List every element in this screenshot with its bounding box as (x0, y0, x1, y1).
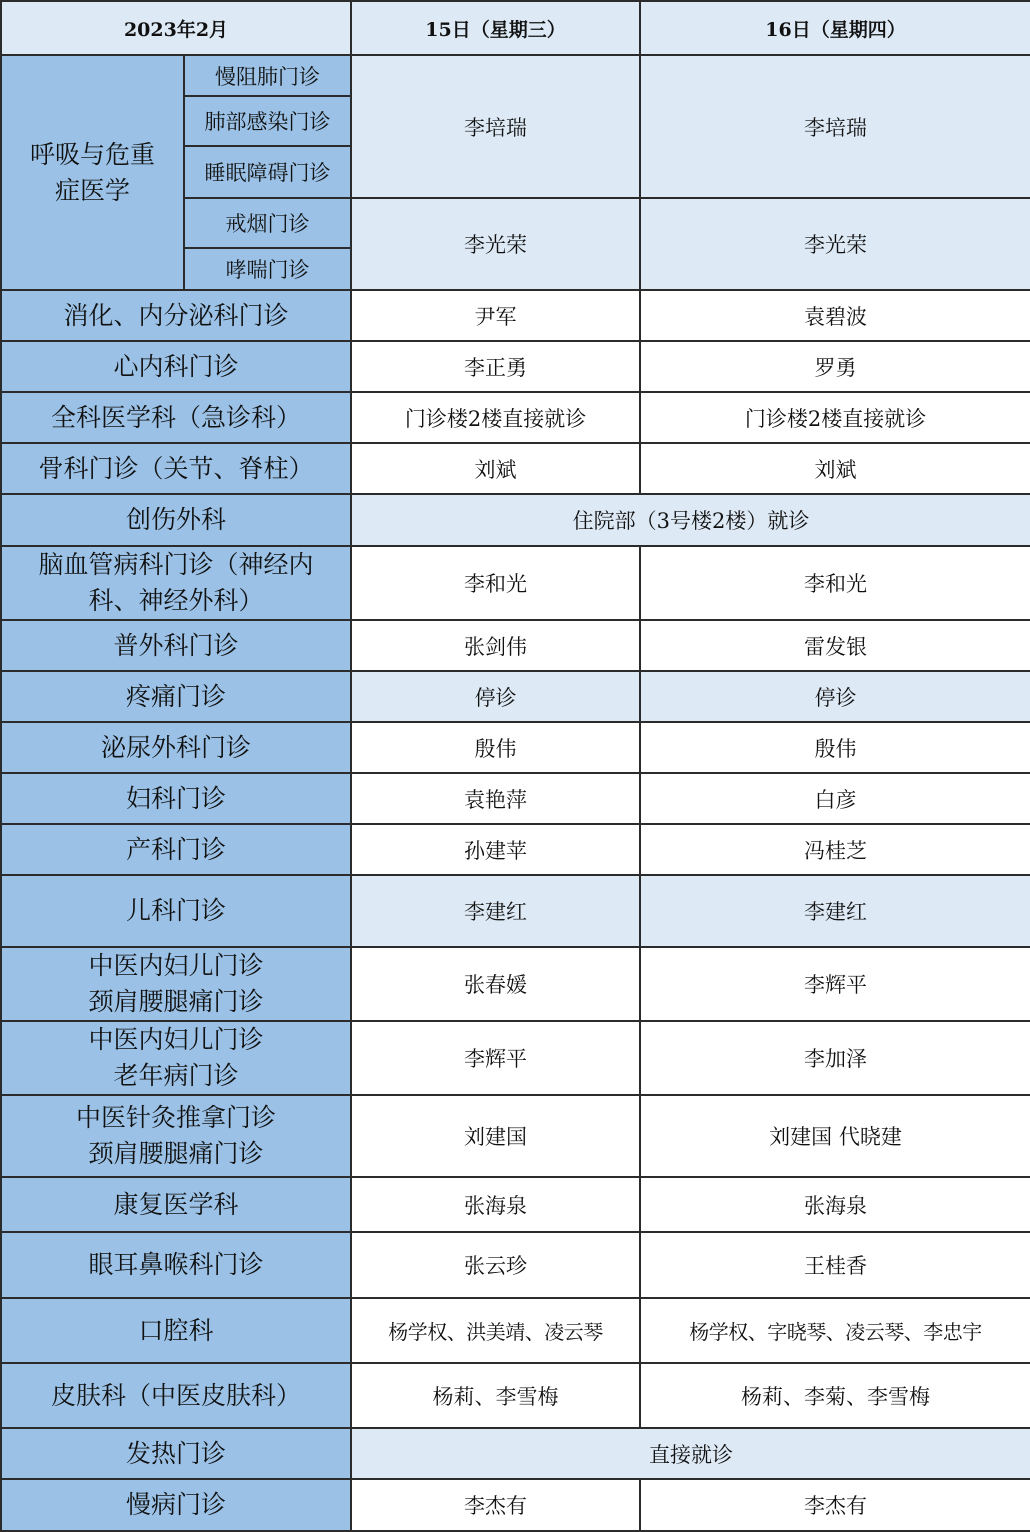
doctor-cell: 李和光 (351, 546, 640, 620)
table-row (1, 947, 1030, 1021)
doctor-cell: 李杰有 (351, 1479, 640, 1531)
month-header: 2023年2月 (1, 1, 351, 55)
table-row (1, 443, 1030, 494)
sub-clinic-sleep: 睡眠障碍门诊 (184, 146, 351, 198)
doctor-cell: 杨莉、李雪梅 (351, 1363, 640, 1428)
doctor-cell: 李辉平 (640, 947, 1030, 1021)
day-15-header: 15日（星期三） (351, 1, 640, 55)
table-row (1, 875, 1030, 947)
doctor-cell: 李辉平 (351, 1021, 640, 1095)
doctor-cell: 李建红 (351, 875, 640, 947)
table-row (1, 392, 1030, 443)
table-row (1, 620, 1030, 671)
doctor-cell: 殷伟 (351, 722, 640, 773)
dept-cell: 中医内妇儿门诊 颈肩腰腿痛门诊 (1, 947, 351, 1021)
dept-cell: 创伤外科 (1, 494, 351, 546)
doctor-cell: 张海泉 (640, 1177, 1030, 1232)
doctor-cell: 殷伟 (640, 722, 1030, 773)
doctor-cell: 杨莉、李菊、李雪梅 (640, 1363, 1030, 1428)
doctor-cell: 杨学权、洪美靖、凌云琴 (351, 1298, 640, 1363)
dept-cell: 产科门诊 (1, 824, 351, 875)
doctor-cell: 李正勇 (351, 341, 640, 392)
table-row (1, 546, 1030, 620)
doctor-cell: 门诊楼2楼直接就诊 (351, 392, 640, 443)
doctor-cell: 袁碧波 (640, 290, 1030, 341)
table-row (1, 722, 1030, 773)
table-row (1, 671, 1030, 722)
doctor-cell: 刘斌 (351, 443, 640, 494)
dept-respiratory: 呼吸与危重 症医学 (1, 55, 184, 290)
dept-cell: 骨科门诊（关节、脊柱） (1, 443, 351, 494)
sub-clinic-lung-infection: 肺部感染门诊 (184, 96, 351, 146)
dept-cell: 脑血管病科门诊（神经内 科、神经外科） (1, 546, 351, 620)
dept-cell: 妇科门诊 (1, 773, 351, 824)
table-row (1, 1479, 1030, 1531)
table-row (1, 824, 1030, 875)
dept-cell: 中医针灸推拿门诊 颈肩腰腿痛门诊 (1, 1095, 351, 1177)
dept-cell: 普外科门诊 (1, 620, 351, 671)
dept-cell: 发热门诊 (1, 1428, 351, 1479)
doctor-cell: 李光荣 (640, 198, 1030, 290)
table-row (1, 1095, 1030, 1177)
dept-cell: 慢病门诊 (1, 1479, 351, 1531)
doctor-cell: 李和光 (640, 546, 1030, 620)
doctor-cell: 刘建国 (351, 1095, 640, 1177)
doctor-cell: 李加泽 (640, 1021, 1030, 1095)
table-row (1, 55, 1030, 96)
table-row (1, 290, 1030, 341)
table-row (1, 1177, 1030, 1232)
table-row (1, 494, 1030, 546)
doctor-cell: 冯桂芝 (640, 824, 1030, 875)
dept-cell: 皮肤科（中医皮肤科） (1, 1363, 351, 1428)
table-row (1, 1232, 1030, 1298)
doctor-cell: 李杰有 (640, 1479, 1030, 1531)
sub-clinic-copd: 慢阻肺门诊 (184, 55, 351, 96)
dept-cell: 疼痛门诊 (1, 671, 351, 722)
doctor-cell: 门诊楼2楼直接就诊 (640, 392, 1030, 443)
doctor-cell: 李光荣 (351, 198, 640, 290)
table-row (1, 1363, 1030, 1428)
doctor-cell: 张云珍 (351, 1232, 640, 1298)
table-row (1, 1428, 1030, 1479)
doctor-cell: 杨学权、字晓琴、凌云琴、李忠宇 (640, 1298, 1030, 1363)
dept-cell: 口腔科 (1, 1298, 351, 1363)
doctor-cell: 张海泉 (351, 1177, 640, 1232)
dept-cell: 泌尿外科门诊 (1, 722, 351, 773)
doctor-cell: 李培瑞 (640, 55, 1030, 198)
table-row (1, 1021, 1030, 1095)
header-row (1, 1, 1030, 55)
dept-cell: 眼耳鼻喉科门诊 (1, 1232, 351, 1298)
doctor-cell: 张春媛 (351, 947, 640, 1021)
dept-cell: 中医内妇儿门诊 老年病门诊 (1, 1021, 351, 1095)
doctor-cell: 孙建苹 (351, 824, 640, 875)
dept-cell: 心内科门诊 (1, 341, 351, 392)
doctor-cell: 停诊 (640, 671, 1030, 722)
dept-cell: 儿科门诊 (1, 875, 351, 947)
table-row (1, 1298, 1030, 1363)
doctor-cell: 张剑伟 (351, 620, 640, 671)
doctor-cell: 李培瑞 (351, 55, 640, 198)
doctor-cell: 刘建国 代晓建 (640, 1095, 1030, 1177)
doctor-cell: 尹军 (351, 290, 640, 341)
doctor-cell: 罗勇 (640, 341, 1030, 392)
sub-clinic-asthma: 哮喘门诊 (184, 248, 351, 290)
dept-cell: 消化、内分泌科门诊 (1, 290, 351, 341)
sub-clinic-smoking: 戒烟门诊 (184, 198, 351, 248)
merged-note-cell: 直接就诊 (351, 1428, 1030, 1479)
doctor-cell: 雷发银 (640, 620, 1030, 671)
doctor-cell: 袁艳萍 (351, 773, 640, 824)
doctor-cell: 停诊 (351, 671, 640, 722)
day-16-header: 16日（星期四） (640, 1, 1030, 55)
doctor-cell: 李建红 (640, 875, 1030, 947)
dept-cell: 全科医学科（急诊科） (1, 392, 351, 443)
doctor-cell: 刘斌 (640, 443, 1030, 494)
doctor-cell: 王桂香 (640, 1232, 1030, 1298)
dept-cell: 康复医学科 (1, 1177, 351, 1232)
doctor-cell: 白彦 (640, 773, 1030, 824)
table-row (1, 773, 1030, 824)
merged-note-cell: 住院部（3号楼2楼）就诊 (351, 494, 1030, 546)
table-row (1, 341, 1030, 392)
